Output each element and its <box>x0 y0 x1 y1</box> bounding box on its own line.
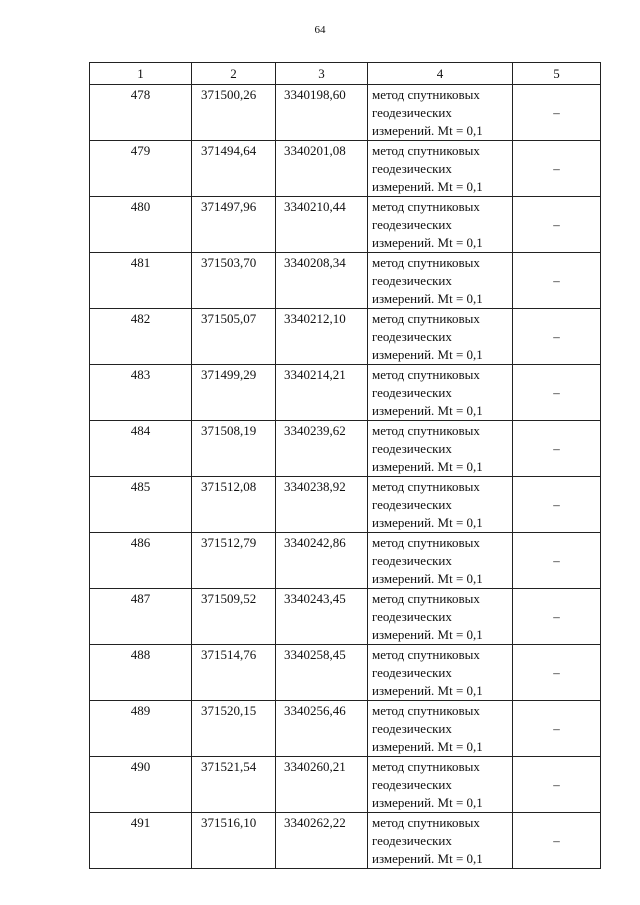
table-row <box>90 85 601 141</box>
table-row <box>90 197 601 253</box>
method-line: геодезических <box>372 217 452 232</box>
y-coordinate-cell: 3340260,21 <box>276 757 368 813</box>
table-row <box>90 309 601 365</box>
method-line: метод спутниковых <box>372 423 480 438</box>
method-line: метод спутниковых <box>372 535 480 550</box>
x-coordinate-cell: 371516,10 <box>192 813 276 869</box>
method-line: метод спутниковых <box>372 479 480 494</box>
y-coordinate-cell: 3340242,86 <box>276 533 368 589</box>
x-coordinate-cell: 371494,64 <box>192 141 276 197</box>
method-line: измерений. Mt = 0,1 <box>372 851 483 866</box>
method-cell <box>368 141 513 197</box>
method-line: геодезических <box>372 777 452 792</box>
y-coordinate-cell: 3340201,08 <box>276 141 368 197</box>
method-line: метод спутниковых <box>372 703 480 718</box>
x-coordinate-cell: 371512,79 <box>192 533 276 589</box>
method-line: метод спутниковых <box>372 143 480 158</box>
method-line: измерений. Mt = 0,1 <box>372 235 483 250</box>
table-row <box>90 701 601 757</box>
method-line: измерений. Mt = 0,1 <box>372 739 483 754</box>
method-line: измерений. Mt = 0,1 <box>372 123 483 138</box>
table-row <box>90 477 601 533</box>
note-cell: – <box>513 421 601 477</box>
note-cell: – <box>513 645 601 701</box>
table-row <box>90 813 601 869</box>
method-line: геодезических <box>372 721 452 736</box>
x-coordinate-cell: 371505,07 <box>192 309 276 365</box>
table-row <box>90 253 601 309</box>
note-cell: – <box>513 309 601 365</box>
y-coordinate-cell: 3340262,22 <box>276 813 368 869</box>
method-cell <box>368 589 513 645</box>
point-number-cell: 491 <box>90 813 192 869</box>
point-number-cell: 483 <box>90 365 192 421</box>
x-coordinate-cell: 371514,76 <box>192 645 276 701</box>
method-line: геодезических <box>372 833 452 848</box>
method-line: геодезических <box>372 441 452 456</box>
note-cell: – <box>513 589 601 645</box>
table-row <box>90 533 601 589</box>
method-cell <box>368 365 513 421</box>
coordinates-table <box>89 62 601 869</box>
method-line: геодезических <box>372 553 452 568</box>
method-line: измерений. Mt = 0,1 <box>372 795 483 810</box>
point-number-cell: 487 <box>90 589 192 645</box>
x-coordinate-cell: 371512,08 <box>192 477 276 533</box>
point-number-cell: 479 <box>90 141 192 197</box>
method-line: измерений. Mt = 0,1 <box>372 571 483 586</box>
method-cell <box>368 253 513 309</box>
y-coordinate-cell: 3340258,45 <box>276 645 368 701</box>
y-coordinate-cell: 3340214,21 <box>276 365 368 421</box>
method-cell <box>368 309 513 365</box>
method-line: метод спутниковых <box>372 759 480 774</box>
column-header-1: 1 <box>90 63 192 85</box>
column-header-3: 3 <box>276 63 368 85</box>
y-coordinate-cell: 3340198,60 <box>276 85 368 141</box>
method-cell <box>368 421 513 477</box>
note-cell: – <box>513 757 601 813</box>
point-number-cell: 489 <box>90 701 192 757</box>
x-coordinate-cell: 371521,54 <box>192 757 276 813</box>
method-cell <box>368 701 513 757</box>
method-line: метод спутниковых <box>372 255 480 270</box>
x-coordinate-cell: 371499,29 <box>192 365 276 421</box>
note-cell: – <box>513 477 601 533</box>
x-coordinate-cell: 371500,26 <box>192 85 276 141</box>
point-number-cell: 490 <box>90 757 192 813</box>
y-coordinate-cell: 3340208,34 <box>276 253 368 309</box>
note-cell: – <box>513 701 601 757</box>
method-line: измерений. Mt = 0,1 <box>372 291 483 306</box>
method-line: геодезических <box>372 665 452 680</box>
x-coordinate-cell: 371509,52 <box>192 589 276 645</box>
method-line: метод спутниковых <box>372 591 480 606</box>
note-cell: – <box>513 197 601 253</box>
table-row <box>90 757 601 813</box>
method-cell <box>368 813 513 869</box>
table-header-row <box>90 63 601 85</box>
x-coordinate-cell: 371497,96 <box>192 197 276 253</box>
column-header-4: 4 <box>368 63 513 85</box>
method-line: измерений. Mt = 0,1 <box>372 347 483 362</box>
point-number-cell: 488 <box>90 645 192 701</box>
method-line: измерений. Mt = 0,1 <box>372 459 483 474</box>
method-cell <box>368 85 513 141</box>
method-line: геодезических <box>372 273 452 288</box>
page-number: 64 <box>314 24 326 36</box>
y-coordinate-cell: 3340239,62 <box>276 421 368 477</box>
method-line: геодезических <box>372 161 452 176</box>
point-number-cell: 480 <box>90 197 192 253</box>
method-line: метод спутниковых <box>372 815 480 830</box>
method-line: измерений. Mt = 0,1 <box>372 683 483 698</box>
note-cell: – <box>513 85 601 141</box>
column-header-5: 5 <box>513 63 601 85</box>
method-line: геодезических <box>372 497 452 512</box>
method-line: метод спутниковых <box>372 311 480 326</box>
method-line: метод спутниковых <box>372 199 480 214</box>
method-line: геодезических <box>372 105 452 120</box>
table-row <box>90 365 601 421</box>
table-row <box>90 421 601 477</box>
y-coordinate-cell: 3340238,92 <box>276 477 368 533</box>
table-row <box>90 645 601 701</box>
point-number-cell: 482 <box>90 309 192 365</box>
point-number-cell: 486 <box>90 533 192 589</box>
point-number-cell: 481 <box>90 253 192 309</box>
method-line: измерений. Mt = 0,1 <box>372 179 483 194</box>
note-cell: – <box>513 533 601 589</box>
method-line: измерений. Mt = 0,1 <box>372 627 483 642</box>
column-header-2: 2 <box>192 63 276 85</box>
method-cell <box>368 757 513 813</box>
point-number-cell: 485 <box>90 477 192 533</box>
method-cell <box>368 477 513 533</box>
x-coordinate-cell: 371508,19 <box>192 421 276 477</box>
method-line: метод спутниковых <box>372 647 480 662</box>
method-cell <box>368 645 513 701</box>
method-line: геодезических <box>372 609 452 624</box>
note-cell: – <box>513 253 601 309</box>
note-cell: – <box>513 365 601 421</box>
note-cell: – <box>513 813 601 869</box>
method-line: геодезических <box>372 329 452 344</box>
y-coordinate-cell: 3340243,45 <box>276 589 368 645</box>
method-line: метод спутниковых <box>372 87 480 102</box>
x-coordinate-cell: 371520,15 <box>192 701 276 757</box>
method-line: измерений. Mt = 0,1 <box>372 515 483 530</box>
y-coordinate-cell: 3340210,44 <box>276 197 368 253</box>
method-line: метод спутниковых <box>372 367 480 382</box>
method-cell <box>368 197 513 253</box>
table-body <box>90 85 601 869</box>
point-number-cell: 478 <box>90 85 192 141</box>
x-coordinate-cell: 371503,70 <box>192 253 276 309</box>
method-line: измерений. Mt = 0,1 <box>372 403 483 418</box>
y-coordinate-cell: 3340212,10 <box>276 309 368 365</box>
y-coordinate-cell: 3340256,46 <box>276 701 368 757</box>
method-line: геодезических <box>372 385 452 400</box>
note-cell: – <box>513 141 601 197</box>
table-row <box>90 141 601 197</box>
table-row <box>90 589 601 645</box>
point-number-cell: 484 <box>90 421 192 477</box>
method-cell <box>368 533 513 589</box>
